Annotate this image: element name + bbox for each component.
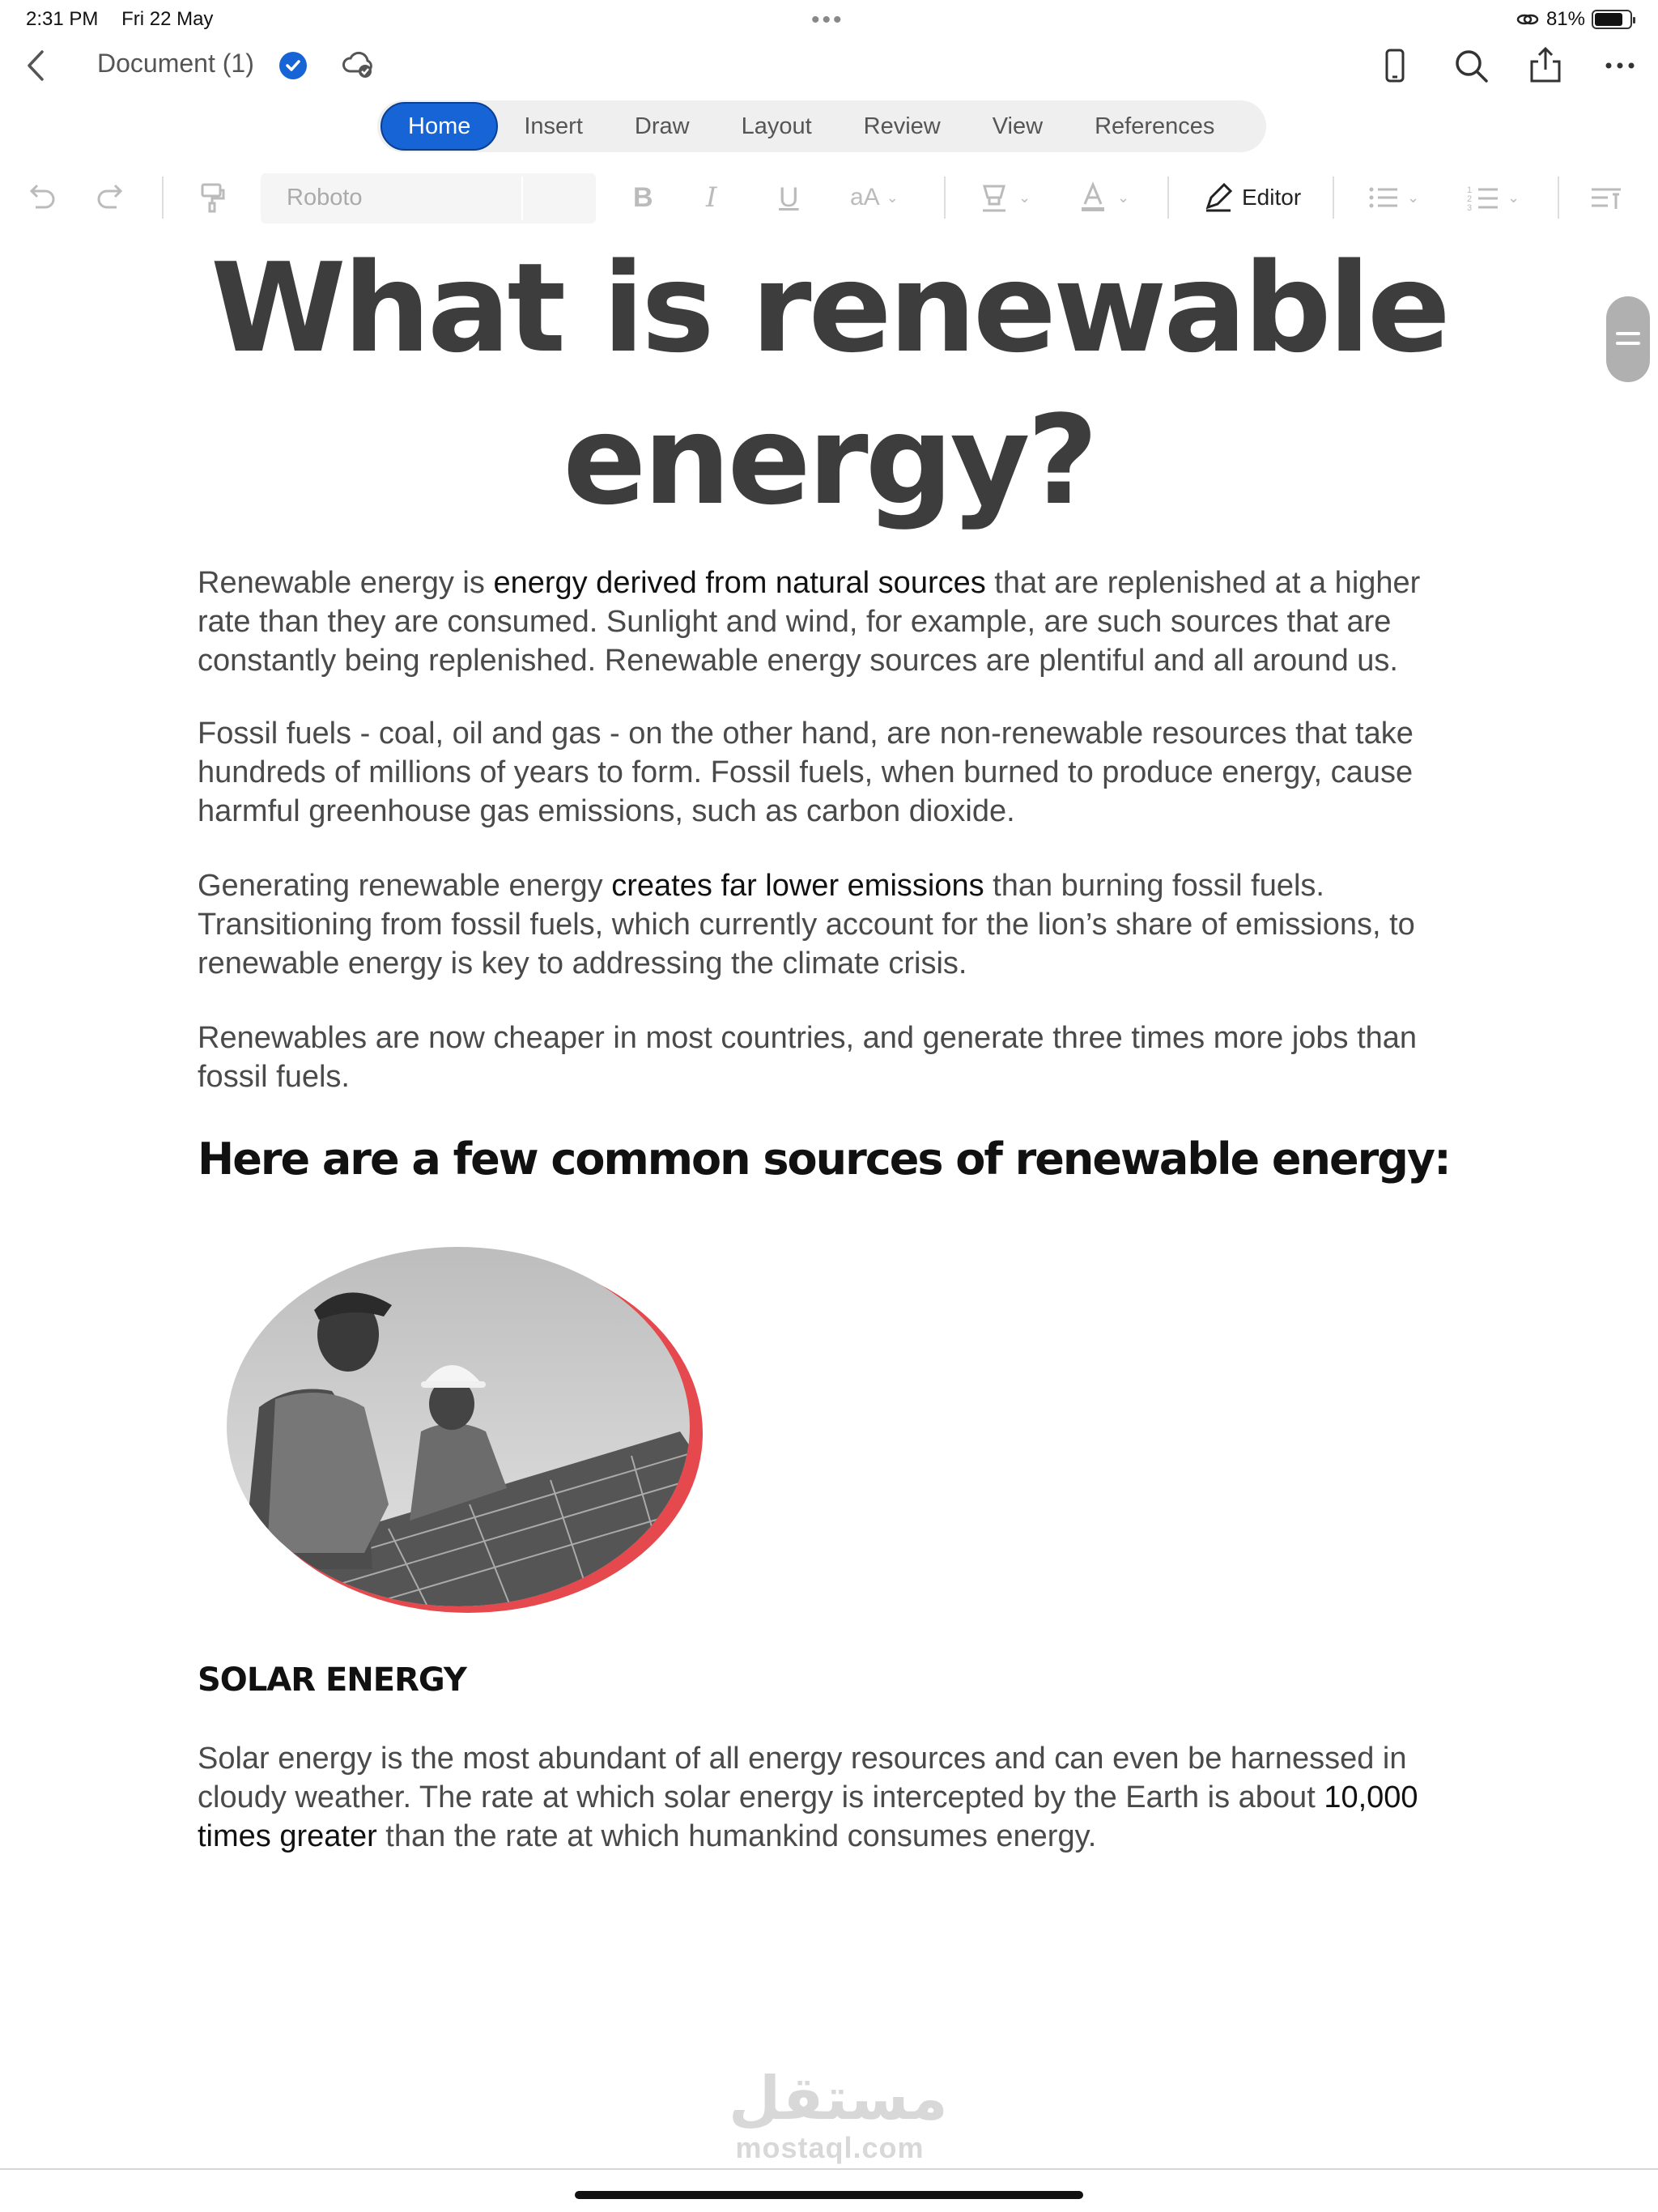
editor-icon: [1201, 181, 1234, 214]
document-canvas[interactable]: [0, 228, 1658, 2170]
italic-icon[interactable]: I: [706, 181, 717, 214]
editor-label: Editor: [1242, 185, 1302, 210]
format-painter-icon[interactable]: [196, 175, 228, 220]
toolbar-divider: [1558, 177, 1559, 219]
watermark-latin: mostaql.com: [735, 2131, 925, 2164]
paragraph-5-link[interactable]: 10,000 times greater: [198, 1780, 1418, 1853]
back-icon[interactable]: [18, 45, 58, 86]
underline-icon[interactable]: U: [779, 181, 799, 213]
paragraph-1-text-a: Renewable energy is: [198, 566, 494, 600]
document-name[interactable]: Document (1): [97, 49, 254, 78]
cloud-sync-icon[interactable]: [340, 47, 377, 84]
paragraph-1-text-c: that are replenished at a higher rate than they are consumed. Sunlight and wind, for example, are such sources that are constantly being replenished. Renewable energy sources are plentiful and all around us.: [198, 566, 1421, 678]
sources-subheading: Here are a few common sources of renewable energy:: [198, 1134, 1450, 1185]
status-bar: [0, 0, 1658, 39]
watermark-arabic: مستقل: [729, 2065, 948, 2132]
paragraph-3-text-c: than burning fossil fuels. Transitioning from fossil fuels, which currently account for the lion’s share of emissions, to renewable energy is key to addressing the climate crisis.: [198, 869, 1415, 981]
tab-view[interactable]: View: [992, 113, 1044, 139]
paragraph-3: [198, 866, 1460, 983]
status-date: Fri 22 May: [121, 8, 214, 30]
font-size-divider: [521, 177, 523, 220]
tab-review[interactable]: Review: [863, 113, 941, 139]
home-indicator[interactable]: [575, 2191, 1083, 2199]
tab-draw[interactable]: Draw: [634, 113, 690, 139]
toolbar-divider: [1167, 177, 1169, 219]
verified-check-icon[interactable]: [279, 52, 307, 79]
paragraph-3-text-a: Generating renewable energy: [198, 869, 612, 903]
scroll-handle[interactable]: [1606, 296, 1650, 382]
font-name-value: Roboto: [287, 185, 363, 211]
watermark-logo: [729, 2065, 948, 2165]
page-bottom-divider: [0, 2168, 1658, 2170]
editor-button[interactable]: [1201, 175, 1301, 220]
tab-layout[interactable]: Layout: [741, 113, 812, 139]
svg-text:2: 2: [1467, 194, 1473, 204]
paragraph-1: [198, 564, 1460, 680]
redo-icon[interactable]: [94, 175, 130, 220]
solar-energy-title: SOLAR ENERGY: [198, 1661, 466, 1699]
paragraph-1-link[interactable]: energy derived from natural sources: [493, 566, 986, 600]
tab-references[interactable]: References: [1095, 113, 1215, 139]
paragraph-4: Renewables are now cheaper in most countries, and generate three times more jobs than fossil fuels.: [198, 1021, 1418, 1094]
bullet-list-icon[interactable]: ⌄: [1365, 175, 1419, 220]
scroll-handle-grip: [1616, 342, 1640, 345]
heading-line-1: What is renewable: [210, 236, 1448, 380]
undo-icon[interactable]: [23, 175, 58, 220]
format-toolbar: [0, 167, 1658, 228]
bold-icon[interactable]: B: [633, 181, 653, 213]
scroll-handle-grip: [1616, 332, 1640, 335]
toolbar-divider: [1333, 177, 1334, 219]
multitasking-dots[interactable]: •••: [811, 6, 844, 33]
tab-insert[interactable]: Insert: [524, 113, 583, 139]
paragraph-5-text-c: than the rate at which humankind consumes energy.: [376, 1819, 1097, 1853]
status-left: [26, 8, 231, 31]
svg-text:1: 1: [1467, 185, 1473, 195]
font-color-icon[interactable]: ⌄: [1075, 175, 1129, 220]
paragraph-5-text-a: Solar energy is the most abundant of all energy resources and can even be harnessed in cloudy weather. The rate at which solar energy is intercepted by the Earth is about: [198, 1742, 1407, 1814]
paragraph-2: Fossil fuels - coal, oil and gas - on the other hand, are non-renewable resources that take hundreds of millions of years to form. Fossil fuels, when burned to produce energy, cause harmful greenhouse gas emissions, such as carbon dioxide.: [198, 717, 1414, 828]
paragraph-3-link[interactable]: creates far lower emissions: [611, 869, 984, 903]
highlighter-icon[interactable]: ⌄: [976, 175, 1031, 220]
battery-icon: [1592, 10, 1632, 29]
status-right: [1516, 8, 1632, 31]
phone-view-icon[interactable]: [1375, 45, 1415, 86]
tab-home[interactable]: Home: [380, 102, 498, 151]
toolbar-divider: [162, 177, 164, 219]
battery-percent: 81%: [1545, 8, 1585, 30]
ribbon-tabs: [377, 100, 1266, 152]
paragraph-icon[interactable]: [1588, 175, 1624, 220]
heading-line-2: energy?: [563, 389, 1095, 532]
status-time: 2:31 PM: [26, 8, 99, 30]
toolbar-divider: [944, 177, 946, 219]
font-size-icon[interactable]: aA ⌄: [850, 184, 899, 211]
link-icon: [1516, 10, 1540, 29]
solar-workers-image[interactable]: [227, 1245, 709, 1621]
title-bar: [0, 39, 1658, 92]
share-icon[interactable]: [1525, 45, 1566, 86]
paragraph-5: [198, 1739, 1460, 1856]
numbered-list-icon[interactable]: 1 2 3 ⌄: [1467, 185, 1520, 213]
svg-text:3: 3: [1467, 203, 1473, 213]
search-icon[interactable]: [1451, 45, 1491, 86]
more-icon[interactable]: [1600, 45, 1640, 86]
font-name-field[interactable]: [261, 173, 596, 223]
